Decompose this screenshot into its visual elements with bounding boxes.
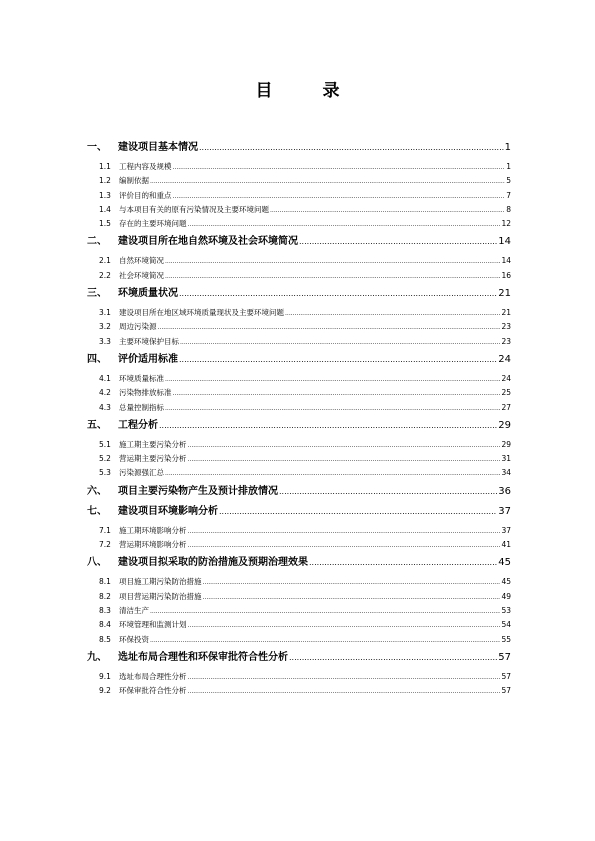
entry-page-number: 21	[501, 308, 511, 318]
toc-chapter[interactable]	[87, 352, 511, 368]
entry-number: 5.3	[99, 468, 111, 478]
toc-section[interactable]	[87, 575, 511, 589]
toc-section[interactable]	[87, 401, 511, 415]
entry-title: 施工期环境影响分析	[119, 525, 187, 535]
entry-number: 4.2	[99, 388, 111, 398]
entry-title: 评价适用标准	[118, 353, 178, 365]
entry-number: 8.3	[99, 605, 111, 615]
dot-leader	[180, 336, 500, 350]
entry-number: 8.4	[99, 620, 111, 630]
entry-title: 与本项目有关的原有污染情况及主要环境问题	[119, 204, 269, 214]
entry-number: 3.2	[99, 322, 111, 332]
entry-number: 八、	[87, 557, 107, 569]
entry-number: 9.1	[99, 671, 111, 681]
entry-title: 建设项目拟采取的防治措施及预期治理效果	[118, 557, 308, 569]
entry-number: 9.2	[99, 686, 111, 696]
entry-title: 社会环境简况	[119, 270, 164, 280]
dot-leader	[188, 619, 501, 633]
dot-leader	[165, 373, 500, 387]
entry-number: 二、	[87, 236, 107, 248]
dot-leader	[188, 439, 501, 453]
toc-section[interactable]	[87, 189, 511, 203]
entry-number: 1.4	[99, 204, 111, 214]
dot-leader	[179, 352, 497, 368]
dot-leader	[165, 255, 500, 269]
entry-number: 4.3	[99, 402, 111, 412]
toc-chapter[interactable]	[87, 555, 511, 571]
entry-page-number: 36	[498, 485, 511, 497]
entry-title: 施工期主要污染分析	[119, 439, 187, 449]
entry-number: 4.1	[99, 373, 111, 383]
toc-section[interactable]	[87, 386, 511, 400]
entry-page-number: 31	[501, 454, 511, 464]
entry-title: 营运期主要污染分析	[119, 454, 187, 464]
entry-page-number: 37	[501, 525, 511, 535]
toc-section[interactable]	[87, 538, 511, 552]
entry-page-number: 53	[501, 605, 511, 615]
toc-section[interactable]	[87, 590, 511, 604]
toc-section[interactable]	[87, 306, 511, 320]
dot-leader	[173, 190, 506, 204]
dot-leader	[165, 402, 500, 416]
toc-section[interactable]	[87, 633, 511, 647]
dot-leader	[270, 204, 505, 218]
entry-number: 1.2	[99, 176, 111, 186]
toc-section[interactable]	[87, 269, 511, 283]
dot-leader	[150, 175, 505, 189]
entry-number: 8.5	[99, 634, 111, 644]
entry-title: 环保审批符合性分析	[119, 686, 187, 696]
toc-chapter[interactable]	[87, 234, 511, 250]
entry-number: 1.3	[99, 190, 111, 200]
entry-page-number: 57	[501, 686, 511, 696]
entry-number: 九、	[87, 651, 107, 663]
entry-page-number: 34	[501, 468, 511, 478]
entry-title: 清洁生产	[119, 605, 149, 615]
entry-title: 污染源强汇总	[119, 468, 164, 478]
entry-number: 七、	[87, 505, 107, 517]
toc-chapter[interactable]	[87, 286, 511, 302]
entry-page-number: 21	[498, 288, 511, 300]
entry-number: 三、	[87, 288, 107, 300]
table-of-contents	[87, 140, 511, 698]
toc-section[interactable]	[87, 452, 511, 466]
dot-leader	[199, 140, 504, 156]
entry-number: 一、	[87, 142, 107, 153]
toc-section[interactable]	[87, 335, 511, 349]
entry-page-number: 1	[504, 142, 511, 153]
dot-leader	[279, 484, 497, 500]
dot-leader	[203, 576, 501, 590]
entry-page-number: 14	[498, 236, 511, 248]
toc-chapter[interactable]	[87, 484, 511, 500]
entry-page-number: 16	[501, 270, 511, 280]
entry-page-number: 27	[501, 402, 511, 412]
entry-title: 项目营运期污染防治措施	[119, 591, 202, 601]
dot-leader	[299, 234, 497, 250]
dot-leader	[173, 387, 501, 401]
toc-chapter[interactable]	[87, 504, 511, 520]
entry-title: 编制依据	[119, 176, 149, 186]
toc-section[interactable]	[87, 160, 511, 174]
entry-number: 五、	[87, 419, 107, 431]
toc-section[interactable]	[87, 604, 511, 618]
dot-leader	[150, 605, 500, 619]
dot-leader	[159, 418, 497, 434]
dot-leader	[158, 321, 501, 335]
entry-number: 7.2	[99, 540, 111, 550]
entry-page-number: 37	[498, 505, 511, 517]
dot-leader	[188, 539, 501, 553]
entry-number: 1.5	[99, 219, 111, 229]
entry-title: 自然环境简况	[119, 256, 164, 266]
entry-page-number: 7	[506, 190, 511, 200]
entry-page-number: 1	[506, 162, 511, 171]
entry-number: 2.1	[99, 256, 111, 266]
dot-leader	[285, 307, 500, 321]
entry-page-number: 23	[501, 336, 511, 346]
toc-section[interactable]	[87, 524, 511, 538]
entry-title: 环境质量标准	[119, 373, 164, 383]
dot-leader	[203, 591, 501, 605]
toc-section[interactable]	[87, 466, 511, 480]
entry-number: 四、	[87, 353, 107, 365]
entry-page-number: 24	[501, 373, 511, 383]
toc-section[interactable]	[87, 372, 511, 386]
entry-page-number: 45	[501, 577, 511, 587]
entry-title: 总量控制指标	[119, 402, 164, 412]
dot-leader	[188, 685, 501, 699]
entry-title: 环境质量状况	[118, 288, 178, 300]
toc-section[interactable]	[87, 254, 511, 268]
entry-title: 周边污染源	[119, 322, 157, 332]
entry-title: 建设项目基本情况	[118, 142, 198, 153]
entry-title: 营运期环境影响分析	[119, 540, 187, 550]
entry-number: 7.1	[99, 525, 111, 535]
entry-page-number: 8	[506, 204, 511, 214]
entry-title: 环境管理和监测计划	[119, 620, 187, 630]
entry-page-number: 49	[501, 591, 511, 601]
entry-title: 建设项目环境影响分析	[118, 505, 218, 517]
entry-number: 3.1	[99, 308, 111, 318]
dot-leader	[289, 650, 497, 666]
entry-page-number: 12	[501, 219, 511, 229]
entry-title: 项目施工期污染防治措施	[119, 577, 202, 587]
entry-page-number: 54	[501, 620, 511, 630]
toc-section[interactable]	[87, 203, 511, 217]
entry-page-number: 14	[501, 256, 511, 266]
toc-section[interactable]	[87, 438, 511, 452]
entry-number: 8.2	[99, 591, 111, 601]
toc-section[interactable]	[87, 618, 511, 632]
dot-leader	[165, 270, 500, 284]
entry-page-number: 23	[501, 322, 511, 332]
entry-number: 5.1	[99, 439, 111, 449]
entry-page-number: 45	[498, 557, 511, 569]
toc-section[interactable]	[87, 174, 511, 188]
entry-page-number: 55	[501, 634, 511, 644]
entry-title: 选址布局合理性分析	[119, 671, 187, 681]
dot-leader	[188, 525, 501, 539]
toc-section[interactable]	[87, 684, 511, 698]
page-title: 目 录	[255, 81, 362, 101]
toc-section[interactable]	[87, 670, 511, 684]
entry-title: 环保投资	[119, 634, 149, 644]
entry-title: 污染物排放标准	[119, 388, 172, 398]
dot-leader	[309, 555, 497, 571]
entry-number: 1.1	[99, 162, 111, 171]
entry-title: 工程分析	[118, 419, 158, 431]
entry-number: 2.2	[99, 270, 111, 280]
entry-page-number: 25	[501, 388, 511, 398]
entry-number: 六、	[87, 485, 107, 497]
entry-number: 8.1	[99, 577, 111, 587]
dot-leader	[188, 671, 501, 685]
toc-chapter[interactable]	[87, 650, 511, 666]
dot-leader	[165, 467, 500, 481]
entry-title: 评价目的和重点	[119, 190, 172, 200]
entry-title: 存在的主要环境问题	[119, 219, 187, 229]
toc-section[interactable]	[87, 320, 511, 334]
entry-title: 项目主要污染物产生及预计排放情况	[118, 485, 278, 497]
entry-title: 选址布局合理性和环保审批符合性分析	[118, 651, 288, 663]
dot-leader	[188, 218, 501, 232]
dot-leader	[219, 504, 497, 520]
dot-leader	[150, 634, 500, 648]
entry-title: 建设项目所在地区域环境质量现状及主要环境问题	[119, 308, 284, 318]
toc-chapter[interactable]	[87, 140, 511, 156]
entry-page-number: 41	[501, 540, 511, 550]
dot-leader	[179, 286, 497, 302]
entry-page-number: 29	[501, 439, 511, 449]
entry-title: 工程内容及规模	[119, 162, 172, 171]
entry-title: 建设项目所在地自然环境及社会环境简况	[118, 236, 298, 248]
entry-page-number: 29	[498, 419, 511, 431]
entry-page-number: 57	[501, 671, 511, 681]
entry-page-number: 57	[498, 651, 511, 663]
entry-number: 3.3	[99, 336, 111, 346]
dot-leader	[173, 161, 506, 175]
toc-section[interactable]	[87, 217, 511, 231]
entry-page-number: 24	[498, 353, 511, 365]
toc-chapter[interactable]	[87, 418, 511, 434]
dot-leader	[188, 453, 501, 467]
entry-title: 主要环境保护目标	[119, 336, 179, 346]
entry-number: 5.2	[99, 454, 111, 464]
entry-page-number: 5	[506, 176, 511, 186]
